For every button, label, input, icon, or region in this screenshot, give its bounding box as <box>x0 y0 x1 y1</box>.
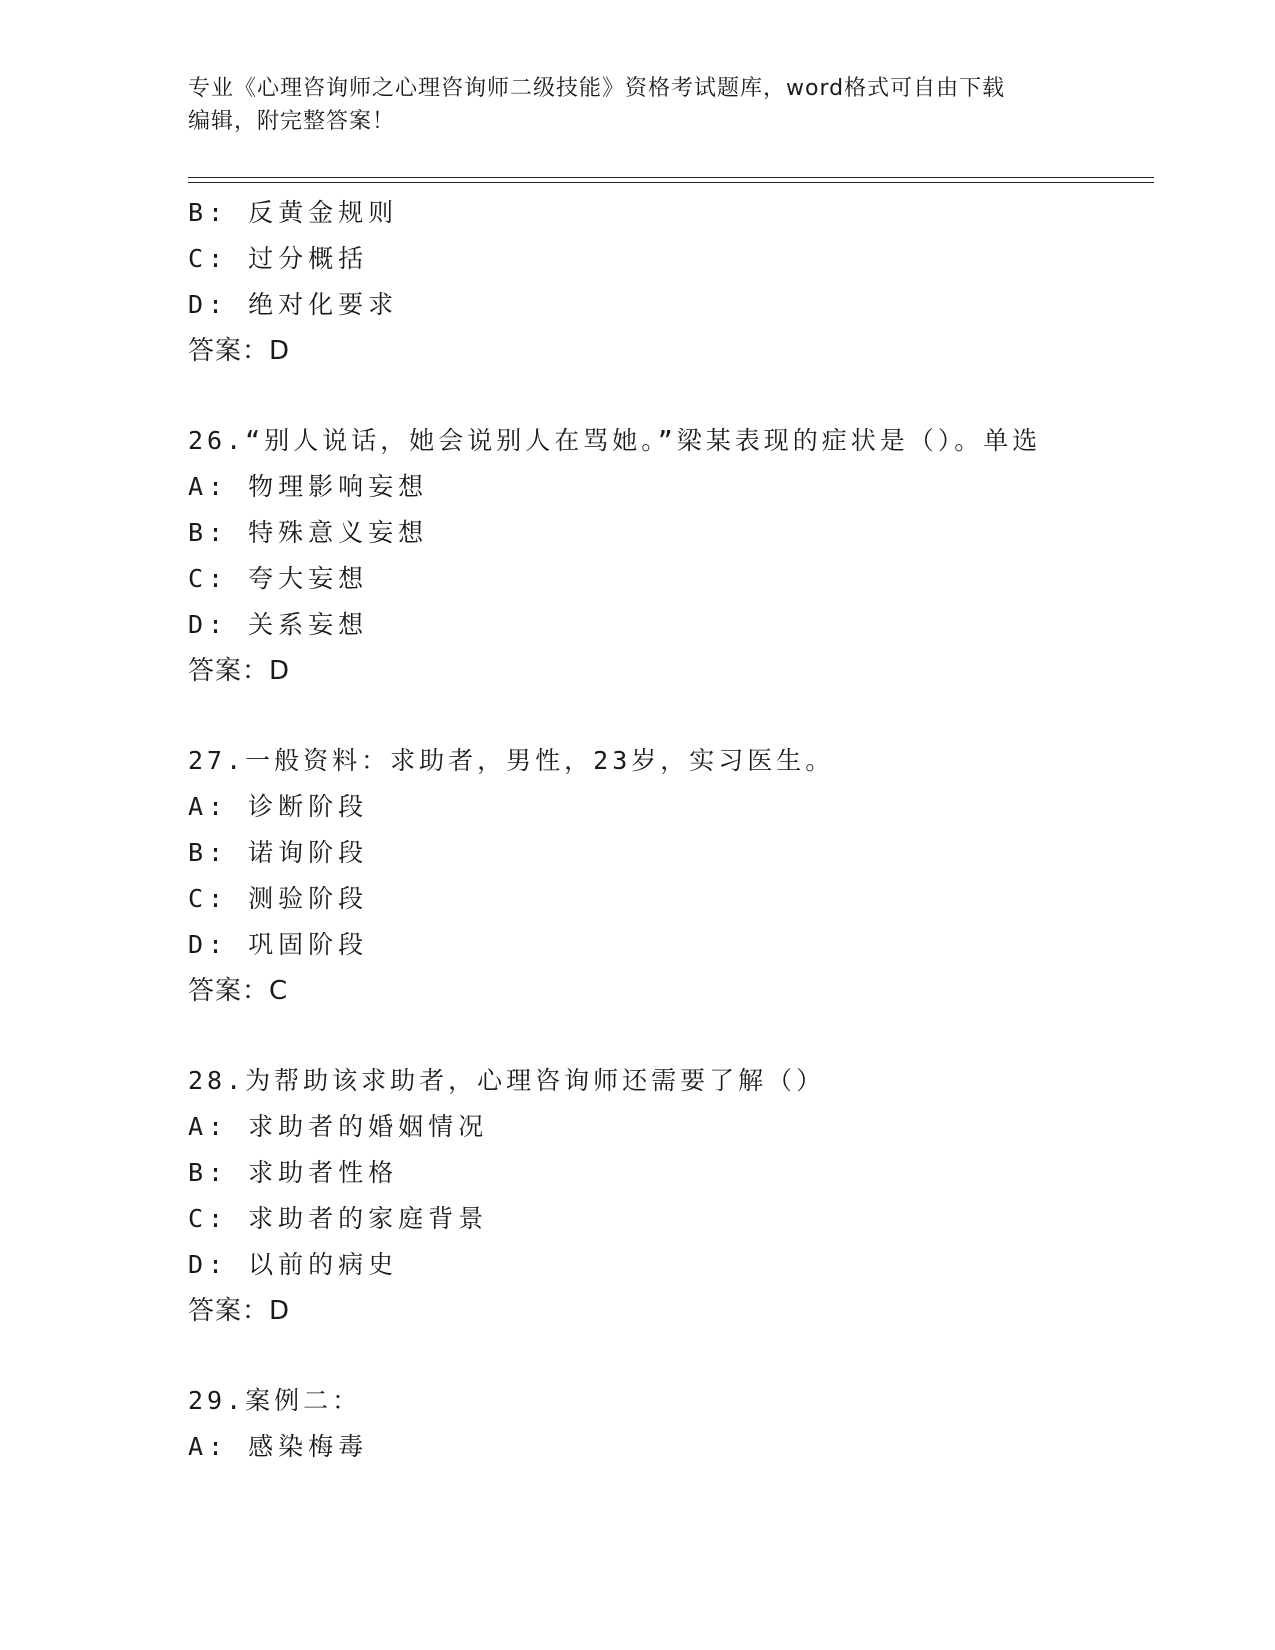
option-d: D: 关系妄想 <box>188 610 369 639</box>
question-block-26 <box>188 418 1154 694</box>
option-b: B: 特殊意义妄想 <box>188 518 429 547</box>
option-b: B: 求助者性格 <box>188 1158 399 1187</box>
option-a: A: 求助者的婚姻情况 <box>188 1112 489 1141</box>
option-d: D: 绝对化要求 <box>188 290 399 319</box>
header-line-2: 编辑，附完整答案！ <box>188 109 396 134</box>
spacer <box>188 694 1154 738</box>
header-divider-bottom <box>188 182 1154 183</box>
option-b: B: 反黄金规则 <box>188 198 399 227</box>
answer-line: 答案：C <box>188 976 289 1006</box>
question-block-25 <box>188 190 1154 374</box>
document-header <box>188 72 1088 138</box>
option-a: A: 诊断阶段 <box>188 792 369 821</box>
spacer <box>188 1334 1154 1378</box>
option-c: C: 测验阶段 <box>188 884 369 913</box>
option-a: A: 物理影响妄想 <box>188 472 429 501</box>
question-block-28 <box>188 1058 1154 1334</box>
header-line-1: 专业《心理咨询师之心理咨询师二级技能》资格考试题库，word格式可自由下载 <box>188 76 1006 101</box>
spacer <box>188 374 1154 418</box>
question-text: 27.一般资料：求助者，男性，23岁，实习医生。 <box>188 746 835 775</box>
header-divider-top <box>188 177 1154 178</box>
answer-line: 答案：D <box>188 1296 291 1326</box>
spacer <box>188 1014 1154 1058</box>
answer-line: 答案：D <box>188 336 291 366</box>
question-block-29 <box>188 1378 1154 1470</box>
option-d: D: 巩固阶段 <box>188 930 369 959</box>
question-text: 26.“别人说话，她会说别人在骂她。”梁某表现的症状是（）。单选 <box>188 426 1042 455</box>
option-c: C: 求助者的家庭背景 <box>188 1204 489 1233</box>
question-block-27 <box>188 738 1154 1014</box>
option-c: C: 夸大妄想 <box>188 564 369 593</box>
option-b: B: 诺询阶段 <box>188 838 369 867</box>
question-text: 28.为帮助该求助者，心理咨询师还需要了解（） <box>188 1066 826 1095</box>
option-a: A: 感染梅毒 <box>188 1432 369 1461</box>
question-text: 29.案例二： <box>188 1386 362 1415</box>
option-c: C: 过分概括 <box>188 244 369 273</box>
answer-line: 答案：D <box>188 656 291 686</box>
option-d: D: 以前的病史 <box>188 1250 399 1279</box>
question-list <box>188 190 1154 1470</box>
